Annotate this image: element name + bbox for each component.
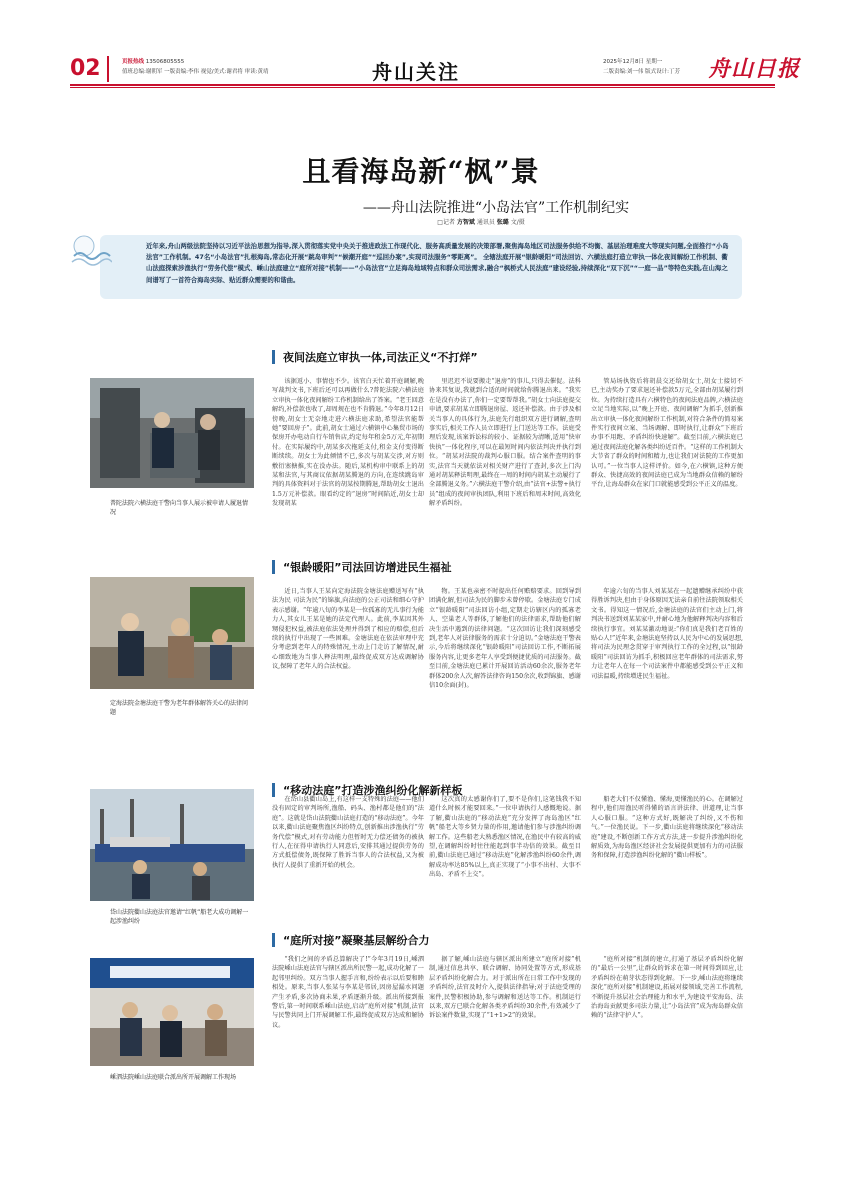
masthead-rule-thin: [70, 87, 775, 88]
section-3-column-3: 船老大们不仅懂渔、懂海,更懂渔民的心。在调解过程中,他们用渔民听得懂的语言讲法律、讲道理,让当事人心服口服。“这种方式好,既解决了纠纷,又不伤和气。”一位渔民说。下一步,衢山法庭将继续深化“移动法庭”建设,不断创新工作方式方法,进一步提升涉渔纠纷化解质效,为海岛渔区经济社会发展提供更加有力的司法服务和保障,打造涉渔纠纷化解的“衢山样板”。: [591, 796, 743, 860]
page-number: 02: [70, 56, 101, 81]
section-3-title: “移动法庭”打造涉渔纠纷化解新样板: [283, 784, 463, 797]
byline-prefix: □记者: [437, 219, 455, 226]
section-3-column-2: 这次真的太感谢你们了,要不是你们,这笔钱我不知道什么时候才能要回来。”一位申请执行人感慨地说。据了解,衢山法庭的“移动法庭”充分发挥了海岛渔区“红帆”船老大等乡贤力量的作用,邀请他们参与涉渔纠纷调解工作。这些船老大熟悉渔区情况,在渔民中有较高的威望,在调解纠纷时往往能起到事半功倍的效果。截至目前,衢山法庭已通过“移动法庭”化解涉渔纠纷60余件,调解成功率达85%以上,真正实现了“小事不出村、大事不出岛、矛盾不上交”。: [429, 796, 581, 879]
section-1-column-1: 该据返小、事情也不少。该官白天忙着开庭调解,晚写裁判文书,下班后还可以再做什么?普陀法院六横法庭立审执一体化夜间解纷工作机制给出了答案。“老王回意解约,补偿款也收了,却周规在也不肯腾退。”今年8月12日傍晚,胡女士无奈地走进六横法庭求助,希望法官能帮她“要回房子”。此前,胡女士通过六横镇中心集贸市场的保房开办电动自行车销售店,约定每年租金5万元,年初期付。在实际履约中,胡某多次拖延支付,租金支付变得断断续续。胡女士为此倾情不已,多次与胡某交涉,对方则敷衍塞搪推,实在没办法。随后,某机构审中联系上的胡某和法官,与其商议依据胡某腾退的方向,在连续跳岛审判的具体资料对于法官的胡某按期腾退,帮助胡女士退出1.5万元补偿款。眼看约定的“退房”时间陷近,胡女士却发现胡某: [272, 378, 424, 508]
section-4-photo: [90, 958, 254, 1066]
section-3-column-1: 在岱山县衢山岛上,有这样一支特殊的法庭——他们没有固定的审判场所,渔船、码头、渔村都是他们的“法庭”。这就是岱山法院衢山法庭打造的“移动法庭”。今年以来,衢山法庭聚焦渔区纠纷特点,创新推出涉渔执行“劳务代偿”模式,对有劳动能力但暂时无力偿还债务的被执行人,在征得申请执行人同意后,安排其通过提供劳务的方式抵偿债务,既保障了胜诉当事人的合法权益,又为被执行人提供了重新开始的机会。: [272, 796, 424, 869]
section-2-header: [272, 559, 451, 575]
masthead-rule: [70, 84, 775, 86]
wave-decoration-icon: [70, 232, 112, 268]
section-1-caption: 普陀法院六横法庭干警向当事人展示被申请人履退情况: [110, 500, 249, 516]
hotline-number: 13506805555: [145, 59, 185, 65]
section-4-column-3: “庭所对接”机制的建立,打通了基层矛盾纠纷化解的“最后一公里”,让群众的诉求在第一时间得到回应,让矛盾纠纷在萌芽状态得到化解。下一步,嵊山法庭将继续深化“庭所对接”机制建设,拓展对接领域,完善工作流程,不断提升基层社会治理能力和水平,为建设平安海岛、法治海岛贡献更多司法力量,让“小岛法官”成为海岛群众信赖的“法律守护人”。: [591, 956, 743, 1020]
masthead: [0, 0, 842, 86]
section-1-header: [272, 349, 478, 365]
section-1-photo: [90, 378, 254, 488]
section-2-photo: [90, 577, 254, 689]
section-3-photo: [90, 789, 254, 901]
section-4-column-1: “我们之间的矛盾总算解决了!”今年3月19日,嵊泗法院嵊山法庭法官与辖区派出所民警一起,成功化解了一起邻里纠纷。双方当事人握手言和,纷纷表示以后要和睦相处。原来,当事人张某与李某是邻居,因房屋漏水问题产生矛盾,多次协商未果,矛盾逐渐升级。派出所接到报警后,第一时间联系嵊山法庭,启动“庭所对接”机制,法官与民警共同上门开展调解工作,最终促成双方达成和解协议。: [272, 956, 424, 1029]
editor-line-2: 二版责编:刘一伟 版式设计:丁芳: [603, 69, 680, 75]
article-subhead: ——舟山法院推进“小岛法官”工作机制纪实: [362, 200, 630, 216]
section-1-column-3: 管局场执资后将胡晨交还给胡女士,胡女士接切不已,主动奖办了要求退还补偿款5万元,全部由胡某履行到位。为持续打造具有六横特色的夜间法庭品牌,六横法庭立足当地实际,以“晚上开庭、夜间调解”为抓手,创新推出立审执一体化夜间解纷工作机制,对符合条件的简易案件实行夜间立案、当场调解、即时执行,让群众“下班后办事不用跑、矛盾纠纷快速解”。截至目前,六横法庭已通过夜间法庭化解各类纠纷近百件。“这样的工作机制大大节省了群众的时间和精力,也让我们对法院的工作更加认可。”一位当事人这样评价。如今,在六横镇,这种方便群众、快捷高效的夜间法庭已成为当地群众信赖的解纷平台,让海岛群众在家门口就能感受到公平正义的温度。: [591, 378, 743, 489]
section-4-caption: 嵊泗法院嵊山法庭联合派出所开展调解工作现场: [110, 1074, 237, 1081]
hotline-label: 页报热线: [122, 59, 145, 65]
byline-correspondent: 张璐: [496, 219, 509, 226]
article-byline: [0, 217, 842, 226]
section-1-bar: [272, 350, 275, 364]
section-3-caption: 岱山法院衢山法庭法官邀请“红帆”船老大成功调解一起涉渔纠纷: [110, 909, 249, 925]
section-2-column-2: 物。王某也亲密不时提出任何赡赔要求。回到导到团满化解,但司法为民的脚步未曾停歇。金塘法庭专门成立“银龄暖阳”司法回访小组,定期走访辖区内的孤寡老人、空巢老人等群体,了解他们的法律需求,帮助他们解决生活中遇到的法律问题。“这次回访让我们深刻感受到,老年人对法律服务的需求十分迫切。”金塘法庭干警表示,今后将继续深化“银龄暖阳”司法回访工作,不断拓展服务内容,让更多老年人享受到便捷优质的司法服务。截至目前,金塘法庭已累计开展回访活动60余次,服务老年群体200余人次,解答法律咨询150余次,收到锦旗、感谢信10余面(封)。: [429, 588, 581, 690]
byline-middle: 通讯员: [476, 219, 495, 226]
byline-suffix: 文/摄: [510, 219, 525, 226]
masthead-left-info: [122, 57, 269, 77]
section-2-title: “银龄暖阳”司法回访增进民生福祉: [283, 561, 452, 574]
section-1-column-2: 里迟迟不说要搬走“退房”的事儿,只得去催促。法科协来其复说,我就到合适的时间就给你腾退出来。“我实在是没有办法了,你们一定要帮帮我。”胡女士向法庭提交申请,要求胡某立即腾退房屋、返还补偿款。由于涉及相关当事人的具体行为,法庭先行组织双方进行调解,查明事实后,相关工作人员立即进行上门送达等工作。法庭受理后发现,该案诉讼标的较小、证据较为清晰,适用“快审快执”一体化程序,可以在最短时间内依法判决并执行到位。“胡某对法院的裁判心服口服。结合案件查明的事实,法官当天就依法对相关财产进行了查封,多次上门沟通对胡某释法明理,最终在一周的时间内胡某主动履行了全部腾退义务。”六横法庭干警介绍,由“法官+法警+执行员”组成的夜间审执团队,利用下班后和周末时间,高效化解矛盾纠纷。: [429, 378, 581, 508]
date-line: 2025年12月8日 星期一: [603, 59, 663, 65]
section-4-header: [272, 932, 429, 948]
masthead-right-info: [603, 57, 680, 77]
article-headline: 且看海岛新“枫”景: [302, 155, 540, 188]
section-2-bar: [272, 560, 275, 574]
byline-reporter: 方智斌: [456, 219, 475, 226]
intro-text: 近年来,舟山两级法院坚持以习近平法治思想为指导,深入贯彻落实党中央关于推进政法工作现代化、服务高质量发展的决策部署,聚焦海岛地区司法服务供给不均衡、基层治理难度大等现实问题,全面推行“小岛法官”工作机制。47名“小岛法官”扎根海岛,常态化开展“跳岛审判”“候潮开庭”“巡回办案”,实现司法服务“零距离”。 全辖法庭开展“银龄暖阳”司法回访、六横法庭打造立审执一体化夜间解纷工作机制、衢山法庭探索涉渔执行“劳务代偿”模式、嵊山法庭建立“庭所对接”机制——“小岛法官”立足海岛地域特点和群众司法需求,融合“枫桥式人民法庭”建设经验,持续深化“双下沉”“一庭一品”等特色实践,在山海之间谱写了一首符合海岛实际、贴近群众需要的和谐曲。: [146, 242, 729, 284]
section-name: 舟山关注: [372, 60, 460, 84]
intro-box: [100, 235, 742, 299]
section-2-column-3: 年逾六旬的当事人刘某某在一起遗赠继承纠纷中获得胜诉判决,但由于身体原因无法亲自前往法院领取相关文书。得知这一情况后,金塘法庭的法官们主动上门,将判决书送到刘某某家中,并耐心地为他解释判决内容和后续执行事宜。刘某某激动地说:“你们真是我们老百姓的贴心人!”近年来,金塘法庭坚持以人民为中心的发展思想,将司法为民理念贯穿于审判执行工作的全过程,以“银龄暖阳”司法回访为抓手,积极回应老年群体的司法需求,努力让老年人在每一个司法案件中都能感受到公平正义和司法温暖,持续增进民生福祉。: [591, 588, 743, 680]
section-4-column-2: 据了解,嵊山法庭与辖区派出所建立“庭所对接”机制,通过信息共享、联合调解、协同处置等方式,形成基层矛盾纠纷化解合力。对于派出所在日常工作中发现的矛盾纠纷,法官及时介入,提供法律指导;对于法庭受理的案件,民警积极协助,参与调解和送达等工作。机制运行以来,双方已联合化解各类矛盾纠纷30余件,有效减少了诉讼案件数量,实现了“1+1>2”的效果。: [429, 956, 581, 1020]
section-1-title: 夜间法庭立审执一体,司法正义“不打烊”: [283, 351, 478, 364]
newspaper-logo: 舟山日报: [708, 56, 801, 82]
section-2-caption: 定海法院金塘法庭干警为老年群体解答关心的法律问题: [110, 700, 249, 716]
section-2-column-1: 近日,当事人王某向定海法院金塘法庭赠送写有“执法为民 司法为民”的锦旗,向法庭的公正司法和细心守护表示感谢。“年逾八旬的李某是一位孤寡的无儿事行为能力人,其女儿王某是她的法定代理人。此前,李某因其外甥侵犯权益,被法庭依法处理并得到了相应的赔偿,但后续的执行中出现了一些困难。金塘法庭在依法审理中充分考虑到老年人的特殊情况,主动上门走访了解情况,耐心细致地为当事人释法明理,最终促成双方达成调解协议,保障了老年人的合法权益。: [272, 588, 424, 671]
section-4-title: “庭所对接”凝聚基层解纷合力: [283, 934, 430, 947]
section-4-bar: [272, 933, 275, 947]
editor-line: 值班总编:谢朝军 一版责编:李伟 视觉/美式:谢君将 审读:黄靖: [122, 69, 269, 75]
page-number-divider: [107, 56, 109, 82]
